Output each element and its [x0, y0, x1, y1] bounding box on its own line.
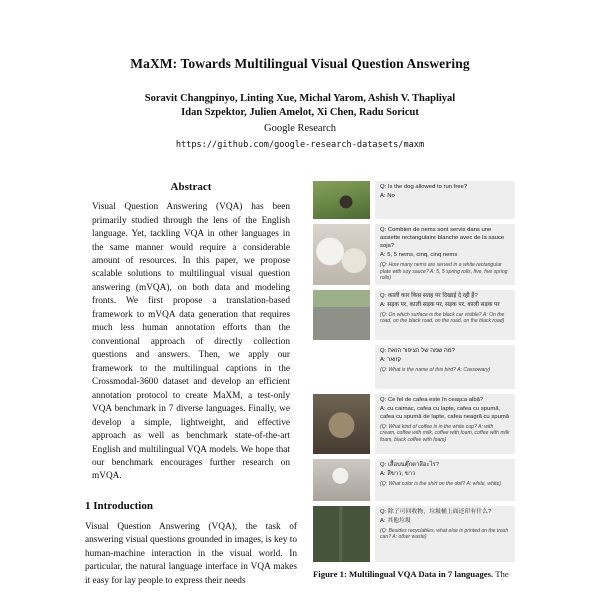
figure-row-hebrew: [313, 345, 515, 389]
figure-row-french: [313, 224, 515, 285]
figure-row-english: [313, 181, 515, 219]
translation-text: (Q: On which surface is the black car visible? A: On the road, on the black road, on the road, on the black road): [380, 311, 505, 325]
question-text: Q: Combien de nems sont servis dans une assiette rectangulaire blanche avec de la sauce soja?: [380, 227, 505, 250]
paper-url-link[interactable]: https://github.com/google-research-datasets/maxm: [175, 139, 425, 150]
translation-text: (Q: How many nems are served in a white rectangular plate with soy sauce? A: 5, 5 spring rolls, five, five spring rolls): [380, 261, 508, 282]
qa-box-thai: [375, 459, 515, 501]
coffee-pot-photo: [313, 394, 370, 454]
answer-text: A: No: [380, 193, 395, 200]
two-column-body: [85, 181, 515, 588]
right-column: [313, 181, 515, 580]
affiliation: Google Research: [263, 123, 336, 135]
bird-photo: [313, 345, 370, 389]
figure-caption-label: Figure 1:: [313, 568, 350, 579]
answer-text: A: सड़क पर, काली सड़क पर, सड़क पर, काली सड़क पर: [380, 301, 500, 308]
figure-row-hindi: [313, 290, 515, 340]
answer-text: A: 5, 5 nems, cinq, cinq nems: [380, 252, 458, 259]
author-block: [85, 92, 515, 151]
qa-box-french: [375, 224, 515, 285]
qa-box-chinese: [375, 506, 515, 562]
left-column: [85, 181, 297, 588]
qa-box-hindi: [375, 290, 515, 340]
section-1-heading: 1 Introduction: [85, 499, 153, 512]
abstract-heading: Abstract: [170, 181, 212, 194]
recycling-bins-photo: [313, 506, 370, 562]
figure-row-chinese: [313, 506, 515, 562]
translation-text: (Q: Besides recyclables, what else is printed on the trash can? A: other waste): [380, 527, 509, 541]
question-text: Q: เสื้อบนตุ๊กตาสีอะไร?: [380, 461, 439, 468]
doll-photo: [313, 459, 370, 501]
authors-line-2: Idan Szpektor, Julien Amelot, Xi Chen, Radu Soricut: [181, 107, 419, 119]
answer-text: A: קזואר: [380, 356, 401, 363]
paper-title: MaXM: Towards Multilingual Visual Question Answering: [130, 56, 470, 71]
introduction-text: Visual Question Answering (VQA), the task of answering visual questions grounded in images, is key to human-machine interaction in the visual world. In particular, the natural language interface in VQA makes it easy for lay people to express their needs: [85, 521, 297, 586]
abstract-text: Visual Question Answering (VQA) has been primarily studied through the lens of the English language. Yet, tackling VQA in other languages in the same manner would require a considerable amount of resources. In this paper, we propose scalable solutions to multilingual visual question answering (mVQA), on both data and modeling fronts. We first propose a translation-based framework to mVQA data generation that requires much less human annotation efforts than the conventional approach of directly collection questions and answers. Then, we apply our framework to the multilingual captions in the Crossmodal-3600 dataset and develop an efficient annotation protocol to create MaXM, a test-only VQA benchmark in 7 diverse languages. Finally, we develop a simple, lightweight, and effective approach as well as benchmark state-of-the-art English and multilingual VQA models. We hope that our benchmark encourages further research on mVQA.: [92, 202, 290, 482]
question-text: Q: מה שמה של הציפור הזאת?: [380, 347, 455, 354]
figure-caption-rest: The: [493, 568, 509, 579]
figure-row-romanian: [313, 394, 515, 454]
figure-1-caption: [313, 569, 515, 581]
figure-row-thai: [313, 459, 515, 501]
authors-line-1: Soravit Changpinyo, Linting Xue, Michal Yarom, Ashish V. Thapliyal: [144, 93, 456, 104]
answer-text: A: 其他垃圾: [380, 517, 411, 524]
translation-text: (Q: What kind of coffee is in the white cup? A: with cream, coffee with milk, coffee with foam, coffee with milk foam, black coffee with foam): [380, 423, 510, 443]
question-text: Q: 除了可回收物，垃圾桶上面还印有什么?: [380, 508, 492, 515]
answer-text: A: cu caimac, cafea cu lapte, cafea cu spumă, cafea cu spumă de lapte, cafea neagră cu spumă: [380, 405, 510, 420]
qa-box-english: [375, 181, 515, 219]
qa-box-romanian: [375, 394, 515, 454]
road-photo: [313, 290, 370, 340]
qa-box-hebrew: [375, 345, 515, 389]
question-text: Q: Is the dog allowed to run free?: [380, 184, 468, 191]
answer-text: A: สีขาว, ขาว: [380, 470, 416, 477]
figure-caption-bold: Multilingual VQA Data in 7 languages.: [349, 568, 494, 579]
dog-photo: [313, 181, 370, 219]
question-text: Q: काली कार किस सतह पर दिखाई दे रही है?: [380, 292, 478, 299]
question-text: Q: Ce fel de cafea este în ceașca albă?: [380, 396, 484, 403]
figure-1: [313, 181, 515, 562]
translation-text: (Q: What color is the shirt on the doll? A: white, white): [380, 480, 501, 487]
spring-rolls-photo: [313, 224, 370, 285]
translation-text: (Q: What is the name of this bird? A: Cassowary): [380, 366, 491, 373]
